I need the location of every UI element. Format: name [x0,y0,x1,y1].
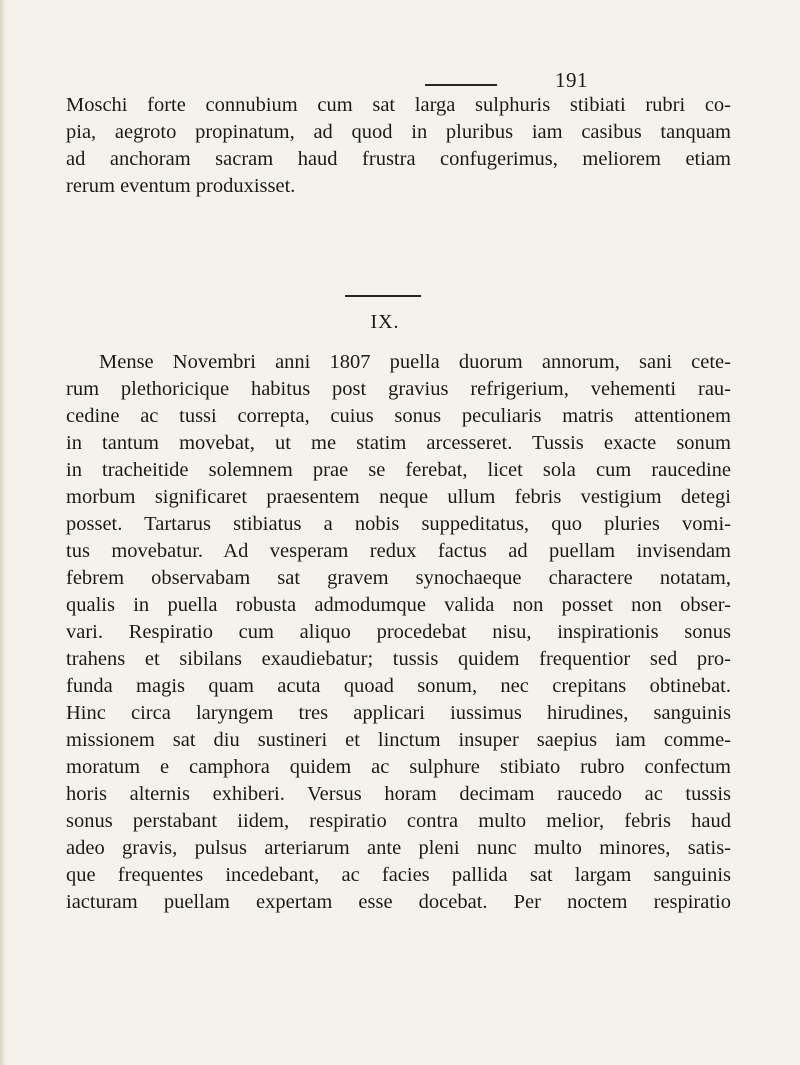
text-line: missionem sat diu sustineri et linctum insuper saepius iam comme- [66,729,731,751]
text-line: Hinc circa laryngem tres applicari iussimus hirudines, sanguinis [66,702,731,724]
text-line: tus movebatur. Ad vesperam redux factus ad puellam invisendam [66,540,731,562]
page-number: 191 [555,68,588,92]
header-rule [425,84,497,86]
text-line: rum plethoricique habitus post gravius refrigerium, vehementi rau- [66,378,731,400]
text-line: rerum eventum produxisset. [66,175,296,197]
section-rule [345,295,421,297]
text-line: vari. Respiratio cum aliquo procedebat nisu, inspirationis sonus [66,621,731,643]
section-heading: IX. [370,311,400,333]
text-line: que frequentes incedebant, ac facies pallida sat largam sanguinis [66,864,731,886]
text-line: qualis in puella robusta admodumque valida non posset non obser- [66,594,731,616]
text-line: trahens et sibilans exaudiebatur; tussis quidem frequentior sed pro- [66,648,731,670]
text-line: adeo gravis, pulsus arteriarum ante pleni nunc multo minores, satis- [66,837,731,859]
text-line: sonus perstabant iidem, respiratio contra multo melior, febris haud [66,810,731,832]
text-line: iacturam puellam expertam esse docebat. Per noctem respiratio [66,891,731,913]
text-line: pia, aegroto propinatum, ad quod in pluribus iam casibus tanquam [66,121,731,143]
text-line: in tracheitide solemnem prae se ferebat, licet sola cum raucedine [66,459,731,481]
text-line: in tantum movebat, ut me statim arcesseret. Tussis exacte sonum [66,432,731,454]
text-line: funda magis quam acuta quoad sonum, nec crepitans obtinebat. [66,675,731,697]
text-line: morbum significaret praesentem neque ullum febris vestigium detegi [66,486,731,508]
text-line: horis alternis exhiberi. Versus horam decimam raucedo ac tussis [66,783,731,805]
page-edge-shadow [0,0,6,1065]
paragraph-2 [66,349,731,916]
text-line: ad anchoram sacram haud frustra confugerimus, meliorem etiam [66,148,731,170]
text-line: cedine ac tussi correpta, cuius sonus peculiaris matris attentionem [66,405,731,427]
text-line: moratum e camphora quidem ac sulphure stibiato rubro confectum [66,756,731,778]
paragraph-1 [66,92,731,200]
text-line: febrem observabam sat gravem synochaeque charactere notatam, [66,567,731,589]
text-line: Moschi forte connubium cum sat larga sulphuris stibiati rubri co- [66,94,731,116]
text-line: posset. Tartarus stibiatus a nobis suppeditatus, quo pluries vomi- [66,513,731,535]
text-line: Mense Novembri anni 1807 puella duorum annorum, sani cete- [99,351,731,373]
